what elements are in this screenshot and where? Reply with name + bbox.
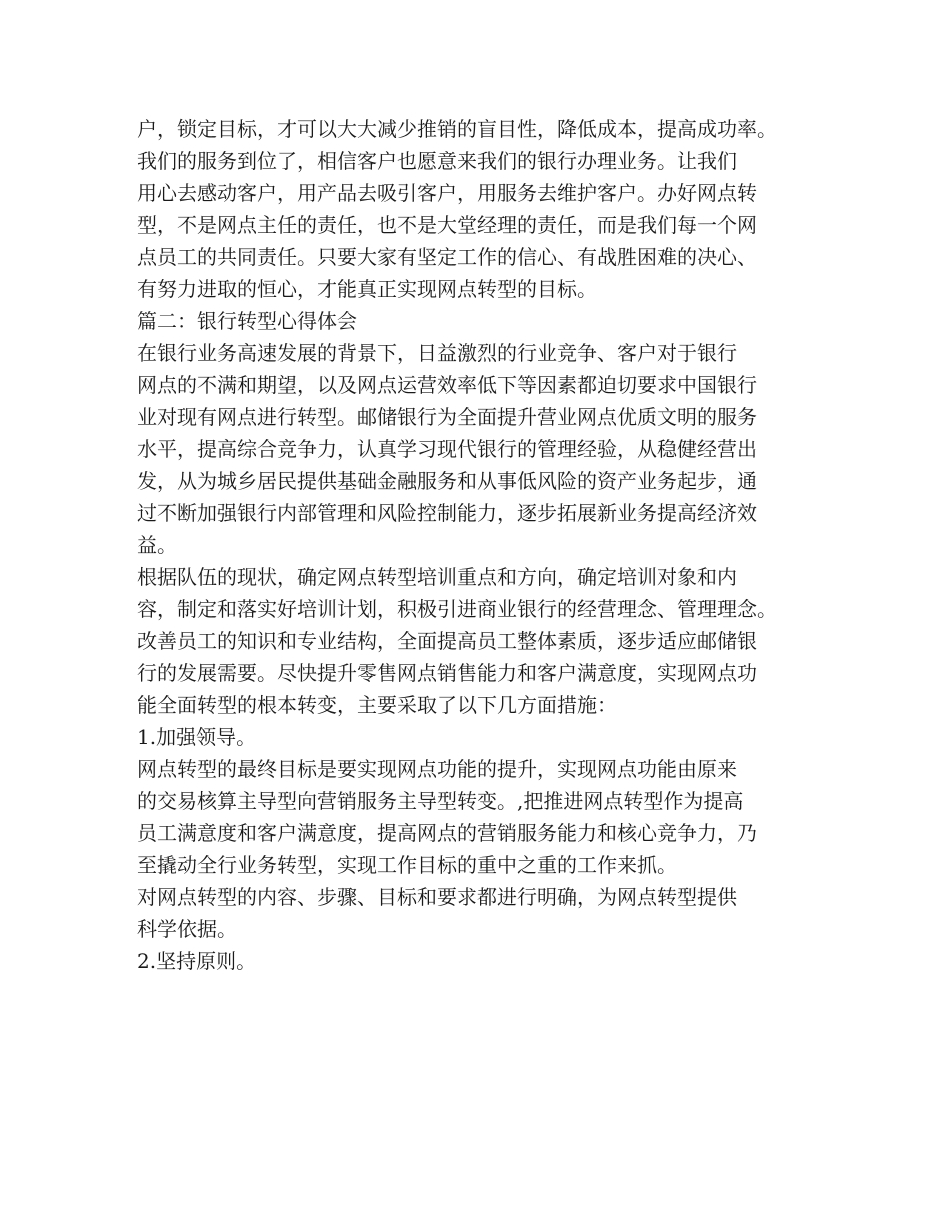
text-line: 容，制定和落实好培训计划，积极引进商业银行的经营理念、管理理念。 [137, 597, 777, 621]
text-line: 在银行业务高速发展的背景下，日益激烈的行业竞争、客户对于银行 [137, 341, 737, 365]
text-line: 行的发展需要。尽快提升零售网点销售能力和客户满意度，实现网点功 [137, 661, 757, 685]
text-line: 根据队伍的现状，确定网点转型培训重点和方向，确定培训对象和内 [137, 565, 737, 589]
text-line: 我们的服务到位了，相信客户也愿意来我们的银行办理业务。让我们 [137, 149, 737, 173]
text-line: 益。 [137, 533, 177, 557]
text-line: 改善员工的知识和专业结构，全面提高员工整体素质，逐步适应邮储银 [137, 629, 757, 653]
section-heading: 篇二：银行转型心得体会 [137, 309, 357, 333]
text-line: 户，锁定目标，才可以大大减少推销的盲目性，降低成本，提高成功率。 [137, 117, 777, 141]
text-line: 过不断加强银行内部管理和风险控制能力，逐步拓展新业务提高经济效 [137, 501, 757, 525]
text-line: 的交易核算主导型向营销服务主导型转变。,把推进网点转型作为提高 [137, 789, 744, 813]
list-item-heading: 1.加强领导。 [137, 725, 257, 749]
text-line: 对网点转型的内容、步骤、目标和要求都进行明确，为网点转型提供 [137, 885, 737, 909]
text-line: 用心去感动客户，用产品去吸引客户，用服务去维护客户。办好网点转 [137, 181, 757, 205]
text-line: 员工满意度和客户满意度，提高网点的营销服务能力和核心竞争力，乃 [137, 821, 757, 845]
text-line: 科学依据。 [137, 917, 237, 941]
text-line: 水平，提高综合竞争力，认真学习现代银行的管理经验，从稳健经营出 [137, 437, 757, 461]
text-line: 型，不是网点主任的责任，也不是大堂经理的责任，而是我们每一个网 [137, 213, 757, 237]
text-line: 能全面转型的根本转变，主要采取了以下几方面措施： [137, 693, 617, 717]
text-line: 有努力进取的恒心，才能真正实现网点转型的目标。 [137, 277, 597, 301]
text-line: 发，从为城乡居民提供基础金融服务和从事低风险的资产业务起步，通 [137, 469, 757, 493]
text-line: 网点的不满和期望，以及网点运营效率低下等因素都迫切要求中国银行 [137, 373, 757, 397]
text-line: 网点转型的最终目标是要实现网点功能的提升，实现网点功能由原来 [137, 757, 737, 781]
text-line: 至撬动全行业务转型，实现工作目标的重中之重的工作来抓。 [137, 853, 677, 877]
text-line: 业对现有网点进行转型。邮储银行为全面提升营业网点优质文明的服务 [137, 405, 757, 429]
text-line: 点员工的共同责任。只要大家有坚定工作的信心、有战胜困难的决心、 [137, 245, 757, 269]
document-text-body [137, 113, 827, 977]
list-item-heading: 2.坚持原则。 [137, 949, 257, 973]
